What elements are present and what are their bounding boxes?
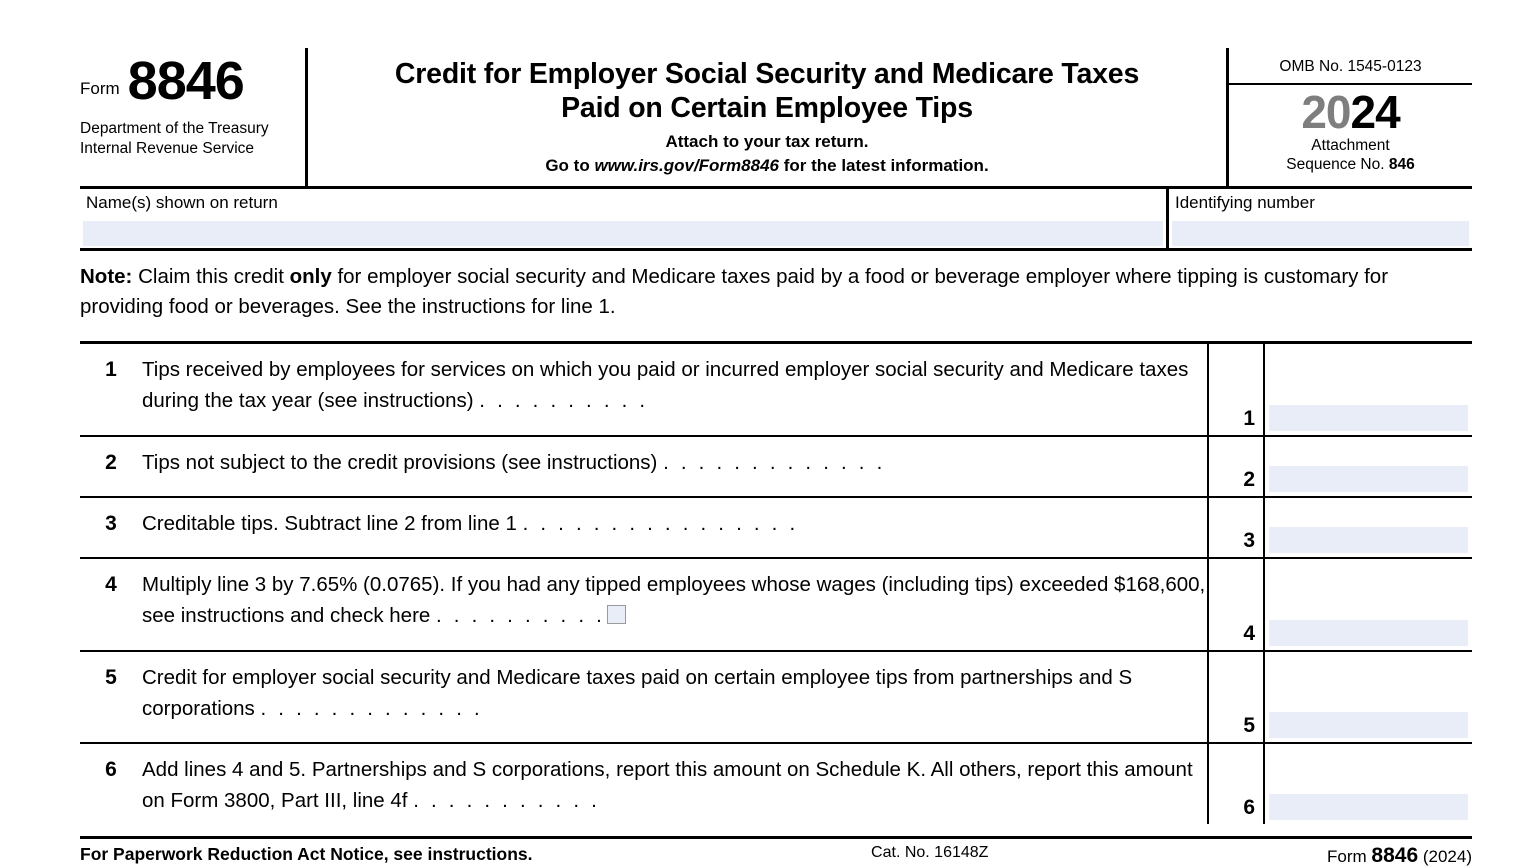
leader-dots: . . . . . . . . . .	[479, 388, 649, 412]
footer-form-number: 8846	[1371, 844, 1419, 867]
identifying-number-input[interactable]	[1172, 221, 1469, 246]
line-amount-cell	[1265, 344, 1472, 435]
line-number: 1	[105, 358, 117, 381]
name-field-cell	[80, 189, 1169, 248]
leader-dots: . . . . . . . . . . . . . . . .	[522, 512, 799, 535]
line-description	[142, 744, 1207, 824]
line-label: 2	[1207, 437, 1265, 496]
leader-dots: . . . . . . . . . . .	[413, 788, 601, 812]
amount-input[interactable]	[1269, 620, 1468, 646]
table-row	[80, 559, 1472, 652]
amount-input[interactable]	[1269, 712, 1468, 738]
line-number: 4	[105, 573, 117, 596]
line-number: 3	[105, 512, 117, 535]
line-amount-cell	[1265, 498, 1472, 557]
header-form-identity	[80, 48, 308, 186]
leader-dots: . . . . . . . . . . . . .	[663, 451, 886, 474]
amount-input[interactable]	[1269, 466, 1468, 492]
attachment-seq-label: Sequence No.	[1286, 155, 1385, 173]
line-description	[142, 652, 1207, 742]
note-text-2: for employer social security and Medicare taxes paid by a food or beverage employer where tipping is customary for providing food or beverages. See the instructions for line 1.	[80, 265, 1389, 318]
line-amount-cell	[1265, 437, 1472, 496]
header-omb-block	[1229, 48, 1472, 186]
form-number: 8846	[127, 51, 244, 111]
name-field-label: Name(s) shown on return	[86, 193, 278, 212]
line-amount-cell	[1265, 652, 1472, 742]
line-amount-cell	[1265, 744, 1472, 824]
line-amount-cell	[1265, 559, 1472, 650]
table-row	[80, 744, 1472, 824]
tax-year-century: 20	[1301, 86, 1351, 138]
amount-input[interactable]	[1269, 794, 1468, 820]
line-number: 6	[105, 758, 117, 781]
attachment-label: Attachment	[1311, 137, 1390, 154]
note-paragraph	[80, 262, 1472, 321]
line-description-text: Multiply line 3 by 7.65% (0.0765). If you had any tipped employees whose wages (including tips) exceeded $168,600, see instructions and check here	[142, 573, 1206, 627]
taxpayer-identity-row	[80, 189, 1472, 251]
line-label: 1	[1207, 344, 1265, 435]
table-row	[80, 498, 1472, 559]
line-description-text: Tips not subject to the credit provisions (see instructions)	[142, 451, 658, 474]
header-title-block	[308, 48, 1229, 186]
goto-suffix: for the latest information.	[778, 156, 989, 176]
table-row	[80, 437, 1472, 498]
identifying-number-label: Identifying number	[1175, 193, 1315, 212]
checkbox-line-4[interactable]	[607, 605, 626, 624]
footer-form-label: Form	[1327, 847, 1372, 866]
form-word-label: Form	[80, 79, 120, 99]
goto-prefix: Go to	[545, 156, 595, 176]
line-number: 5	[105, 666, 117, 689]
line-number: 2	[105, 451, 117, 474]
leader-dots: . . . . . . . . . .	[436, 603, 606, 627]
line-description	[142, 498, 1207, 557]
line-description	[142, 344, 1207, 435]
tax-year-suffix: 24	[1350, 86, 1400, 138]
line-label: 4	[1207, 559, 1265, 650]
line-label: 6	[1207, 744, 1265, 824]
form-title-line-1: Credit for Employer Social Security and Medicare Taxes	[394, 58, 1140, 90]
form-footer	[80, 836, 1472, 868]
attach-instruction: Attach to your tax return.	[665, 132, 869, 152]
footer-form-id	[1327, 844, 1472, 868]
line-label: 5	[1207, 652, 1265, 742]
amount-input[interactable]	[1269, 405, 1468, 431]
agency-block	[80, 119, 305, 158]
line-description-text: Creditable tips. Subtract line 2 from line 1	[142, 512, 517, 535]
form-title-line-2: Paid on Certain Employee Tips	[561, 91, 973, 124]
catalog-number: Cat. No. 16148Z	[871, 844, 989, 861]
line-description-text: Credit for employer social security and Medicare taxes paid on certain employee tips from partnerships and S corporations	[142, 666, 1133, 720]
table-row	[80, 344, 1472, 437]
leader-dots: . . . . . . . . . . . . .	[260, 696, 483, 720]
line-description-text: Add lines 4 and 5. Partnerships and S corporations, report this amount on Schedule K. All others, report this amount on Form 3800, Part III, line 4f	[142, 758, 1193, 812]
omb-number: OMB No. 1545-0123	[1229, 48, 1472, 85]
line-description-text: Tips received by employees for services on which you paid or incurred employer social security and Medicare taxes during the tax year (see instructions)	[142, 358, 1189, 412]
note-emphasis: only	[289, 265, 332, 288]
attachment-sequence	[1229, 137, 1472, 174]
line-label: 3	[1207, 498, 1265, 557]
note-text-1: Claim this credit	[132, 265, 290, 288]
attachment-seq-value: 846	[1388, 155, 1415, 173]
table-row	[80, 652, 1472, 744]
name-input[interactable]	[83, 221, 1163, 246]
service-line: Internal Revenue Service	[80, 139, 255, 157]
identifying-number-cell	[1169, 189, 1472, 248]
form-header	[80, 48, 1472, 189]
department-line: Department of the Treasury	[80, 120, 269, 138]
note-label: Note:	[80, 265, 133, 288]
irs-url[interactable]: www.irs.gov/Form8846	[594, 156, 779, 176]
amount-input[interactable]	[1269, 527, 1468, 553]
footer-form-year: (2024)	[1418, 847, 1472, 866]
tax-year	[1229, 85, 1472, 138]
line-description	[142, 437, 1207, 496]
form-lines-table	[80, 341, 1472, 824]
line-description	[142, 559, 1207, 650]
goto-instruction	[322, 156, 1212, 176]
paperwork-notice: For Paperwork Reduction Act Notice, see instructions.	[80, 844, 533, 864]
